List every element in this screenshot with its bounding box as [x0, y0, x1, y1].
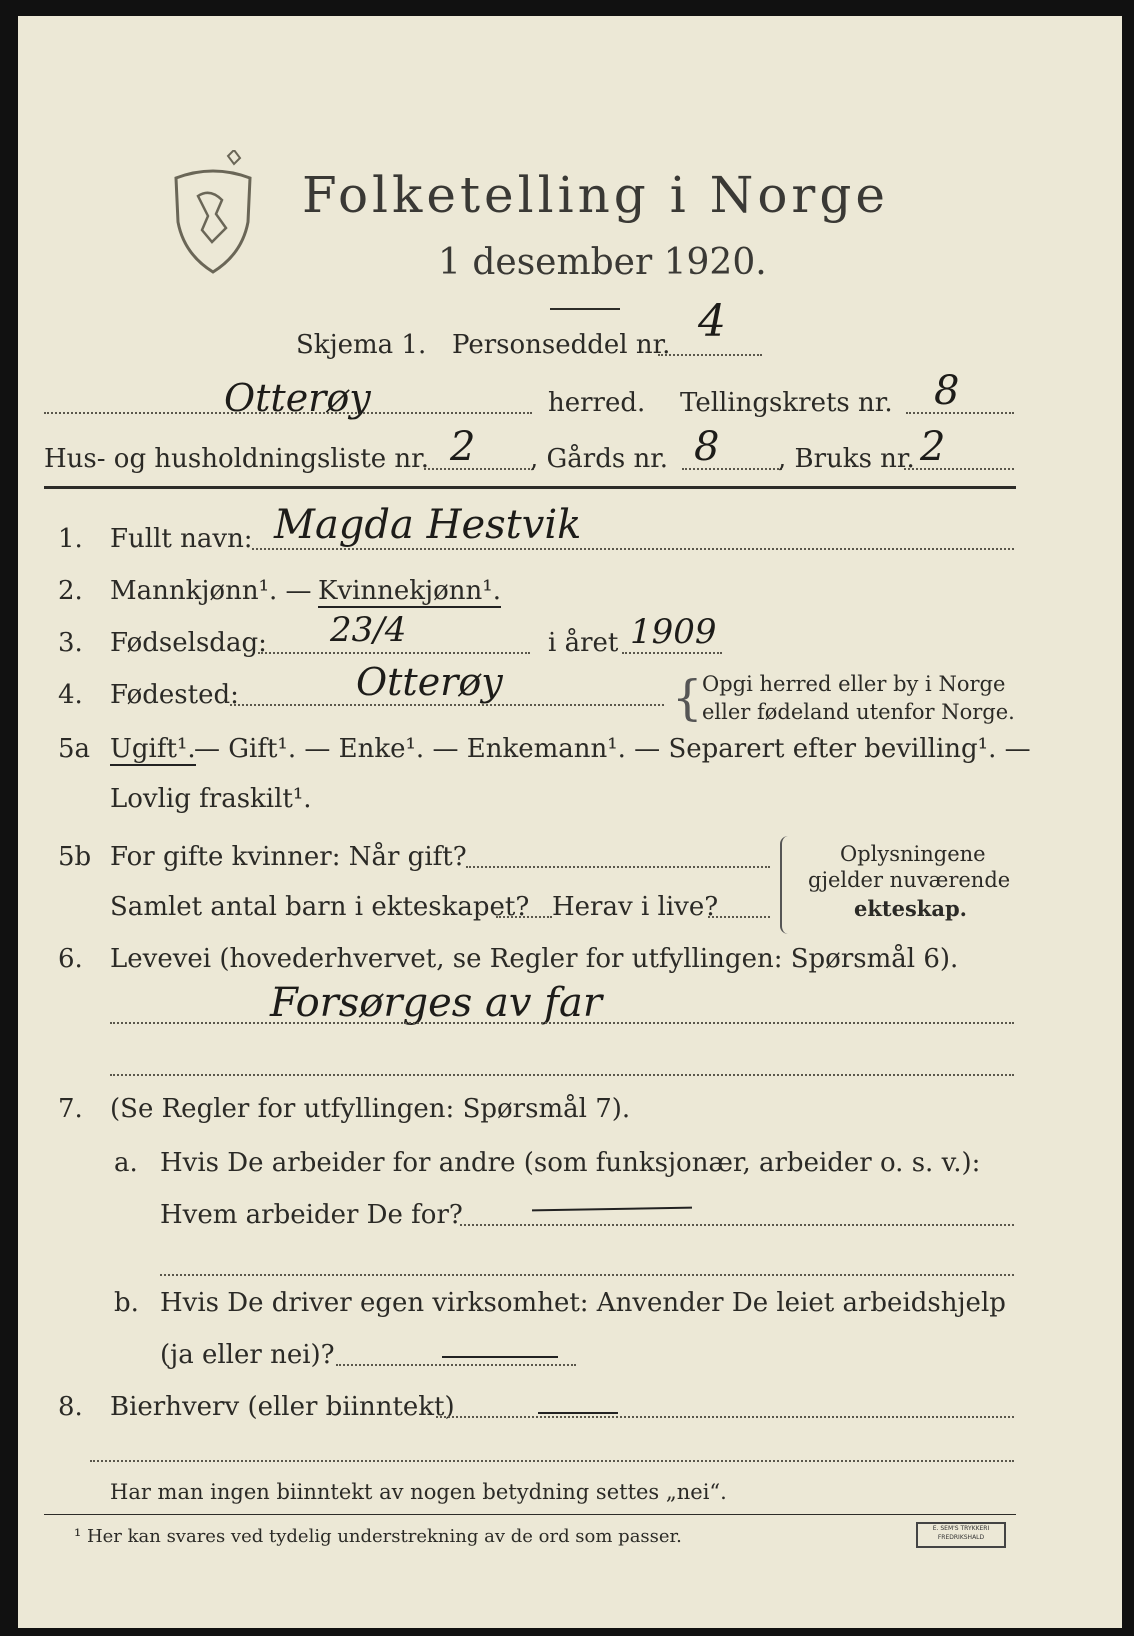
q5b-note-line2: gjelder nuværende: [808, 868, 1011, 892]
q7a-number: a.: [114, 1148, 138, 1178]
q5b-number: 5b: [58, 842, 92, 872]
personseddel-value[interactable]: 4: [698, 296, 726, 347]
gards-value[interactable]: 8: [694, 424, 720, 470]
tellingskrets-label: Tellingskrets nr.: [680, 388, 893, 418]
female-option-underlined[interactable]: Kvinnekjønn¹.: [318, 576, 501, 606]
q5b-live-label: Herav i live?: [552, 892, 719, 922]
q5b-note-line1: Oplysningene: [840, 842, 986, 866]
q4-number: 4.: [58, 680, 83, 710]
lovlig-fraskilt-option[interactable]: Lovlig fraskilt¹.: [110, 784, 312, 814]
tellingskrets-value[interactable]: 8: [934, 368, 960, 414]
herred-label: herred.: [548, 388, 646, 418]
herred-value[interactable]: Otterøy: [224, 376, 371, 420]
q5b-note-line3: ekteskap.: [854, 896, 967, 921]
husliste-label: Hus- og husholdningsliste nr.: [44, 444, 430, 474]
full-name-value[interactable]: Magda Hestvik: [274, 502, 582, 548]
q4-note-line1: Opgi herred eller by i Norge: [702, 672, 1006, 696]
q4-note-line2: eller fødeland utenfor Norge.: [702, 700, 1015, 724]
q7a-dash-answer: [532, 1207, 692, 1212]
bruks-label: , Bruks nr.: [778, 444, 915, 474]
q7-number: 7.: [58, 1094, 83, 1124]
q8-label: Bierhverv (eller biinntekt): [110, 1392, 455, 1422]
census-form: [18, 16, 1122, 1628]
male-option[interactable]: Mannkjønn¹. —: [110, 576, 312, 606]
occupation-value[interactable]: Forsørges av far: [270, 980, 602, 1026]
printer-name: E. SEM'S TRYKKERI: [932, 1525, 990, 1532]
husliste-value[interactable]: 2: [450, 424, 476, 470]
q4-brace: {: [672, 670, 703, 726]
census-date: 1 desember 1920.: [438, 242, 767, 283]
gards-label: , Gårds nr.: [530, 444, 669, 474]
q7a-label2: Hvem arbeider De for?: [160, 1200, 463, 1230]
footer-note: Har man ingen biinntekt av nogen betydning settes „nei“.: [110, 1480, 727, 1504]
q5a-number: 5a: [58, 734, 91, 764]
q6-number: 6.: [58, 944, 83, 974]
q1-number: 1.: [58, 524, 83, 554]
footer-rule: [44, 1514, 1016, 1515]
q5b-bracket: [780, 836, 790, 934]
bruks-value[interactable]: 2: [920, 424, 946, 470]
footnote: ¹ Her kan svares ved tydelig understrekning av de ord som passer.: [74, 1526, 682, 1547]
ugift-option-underlined[interactable]: Ugift¹.: [110, 734, 196, 764]
q8-dash-answer: [538, 1412, 618, 1414]
q7-label: (Se Regler for utfyllingen: Spørsmål 7).: [110, 1094, 631, 1124]
q2-number: 2.: [58, 576, 83, 606]
q7a-label: Hvis De arbeider for andre (som funksjonær, arbeider o. s. v.):: [160, 1148, 981, 1178]
q5b-barn-label: Samlet antal barn i ekteskapet?: [110, 892, 530, 922]
q3-year-label: i året: [548, 628, 619, 658]
title-divider: [550, 308, 620, 310]
coat-of-arms-icon: [168, 150, 258, 280]
q6-label: Levevei (hovederhvervet, se Regler for utfyllingen: Spørsmål 6).: [110, 944, 959, 974]
q7b-number: b.: [114, 1288, 139, 1318]
q4-label: Fødested:: [110, 680, 239, 710]
skjema-label: Skjema 1.: [296, 330, 427, 360]
q3-number: 3.: [58, 628, 83, 658]
birthplace-value[interactable]: Otterøy: [356, 660, 503, 704]
form-title: Folketelling i Norge: [302, 166, 889, 224]
header-rule: [44, 486, 1016, 489]
q3-label: Fødselsdag:: [110, 628, 267, 658]
personseddel-label: Personseddel nr.: [452, 330, 671, 360]
q1-label: Fullt navn:: [110, 524, 253, 554]
birthday-value[interactable]: 23/4: [330, 610, 407, 650]
q7b-label: Hvis De driver egen virksomhet: Anvender De leiet arbeidshjelp: [160, 1288, 1006, 1318]
birth-year-value[interactable]: 1909: [630, 612, 717, 652]
q7b-dash-answer: [442, 1356, 558, 1358]
q7b-label2: (ja eller nei)?: [160, 1340, 335, 1370]
printer-city: FREDRIKSHALD: [937, 1534, 985, 1541]
marital-options[interactable]: — Gift¹. — Enke¹. — Enkemann¹. — Separert efter bevilling¹. —: [194, 734, 1031, 764]
printer-stamp: [916, 1522, 1006, 1548]
q8-number: 8.: [58, 1392, 83, 1422]
q5b-label: For gifte kvinner: Når gift?: [110, 842, 467, 872]
